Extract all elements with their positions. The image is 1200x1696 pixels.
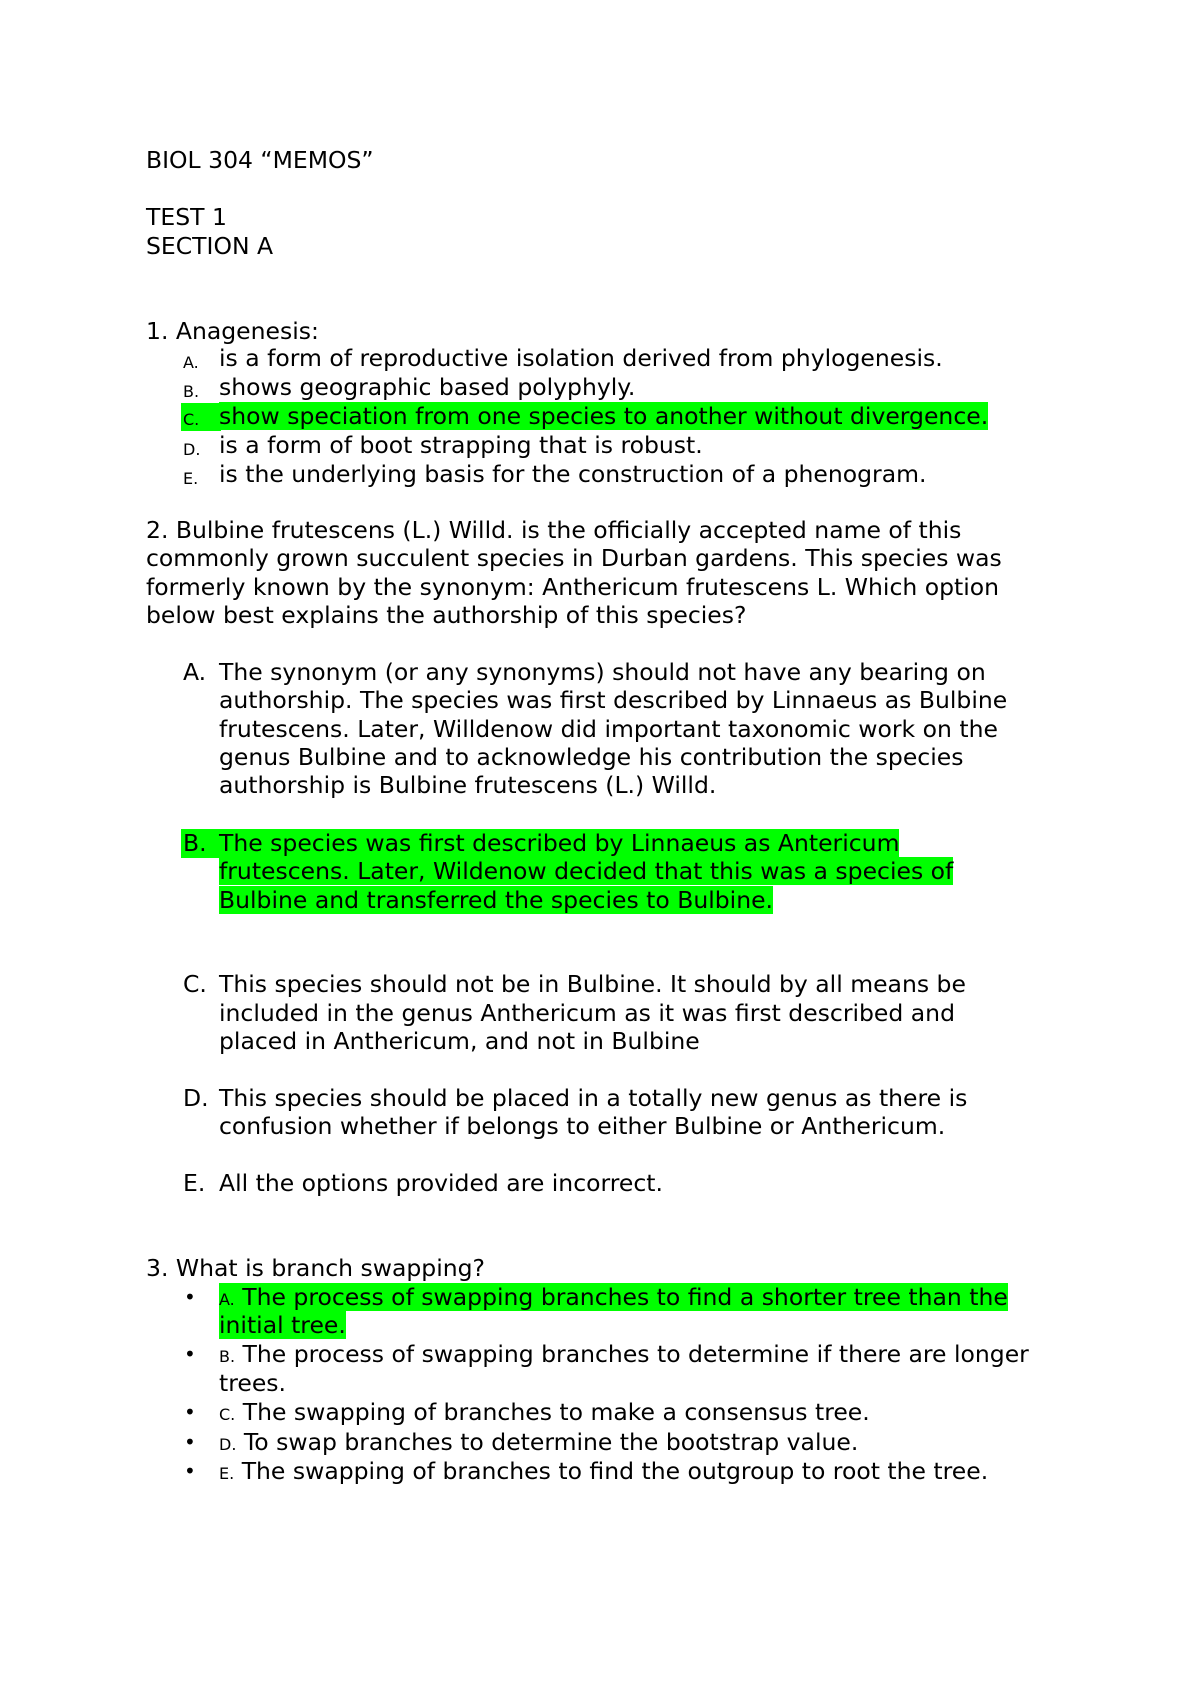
q3-option-a-line: The process of swapping branches to find a shorter tree than the	[242, 1283, 1008, 1311]
q1-option-e-text: is the underlying basis for the construction of a phenogram.	[219, 460, 927, 488]
bullet-icon: •	[184, 1400, 196, 1424]
q2-option-c-line: included in the genus Anthericum as it was first described and	[219, 999, 955, 1027]
q2-option-d-letter: D.	[183, 1084, 209, 1112]
q3-option-b-line: The process of swapping branches to determine if there are longer	[242, 1340, 1029, 1368]
q2-option-a-line: authorship. The species was first described by Linnaeus as Bulbine	[219, 686, 1008, 714]
q2-option-a-line: authorship is Bulbine frutescens (L.) Willd.	[219, 771, 717, 799]
q2-option-b-line: Bulbine and transferred the species to Bulbine.	[219, 886, 774, 914]
q1-option-d-letter: D.	[183, 440, 201, 459]
q3-option-d-line: To swap branches to determine the bootstrap value.	[243, 1428, 859, 1456]
q1-option-a-text: is a form of reproductive isolation derived from phylogenesis.	[219, 344, 943, 372]
q2-option-b-letter: B.	[181, 829, 221, 858]
document-title: BIOL 304 “MEMOS”	[146, 146, 374, 174]
q1-option-c-letter: C.	[181, 403, 221, 431]
q1-option-c-text: show speciation from one species to another without divergence.	[219, 402, 989, 430]
test-label: TEST 1	[146, 203, 227, 231]
q2-option-a-line: genus Bulbine and to acknowledge his contribution the species	[219, 743, 964, 771]
q2-option-d-line: This species should be placed in a totally new genus as there is	[219, 1084, 968, 1112]
q1-option-d-text: is a form of boot strapping that is robust.	[219, 431, 703, 459]
question-2-stem-line: 2. Bulbine frutescens (L.) Willd. is the officially accepted name of this	[146, 516, 962, 544]
q3-option-d-letter: D.	[219, 1435, 237, 1454]
bullet-icon: •	[184, 1459, 196, 1483]
q3-option-a-letter: A.	[219, 1290, 235, 1309]
q2-option-c-line: This species should not be in Bulbine. It should by all means be	[219, 970, 966, 998]
bullet-icon: •	[184, 1285, 196, 1309]
q2-option-a-line: frutescens. Later, Willdenow did important taxonomic work on the	[219, 715, 998, 743]
q3-option-c-line: The swapping of branches to make a consensus tree.	[242, 1398, 870, 1426]
bullet-icon: •	[184, 1430, 196, 1454]
q3-option-b-letter: B.	[219, 1347, 236, 1366]
q1-option-e-letter: E.	[183, 469, 199, 488]
q2-option-c-line: placed in Anthericum, and not in Bulbine	[219, 1027, 700, 1055]
q3-option-b-line: trees.	[219, 1369, 286, 1397]
q2-option-b-line: The species was first described by Linnaeus as Antericum	[219, 829, 900, 857]
q2-option-e-letter: E.	[183, 1169, 206, 1197]
q1-option-b-text: shows geographic based polyphyly.	[219, 373, 636, 401]
q2-option-b-line: frutescens. Later, Wildenow decided that this was a species of	[219, 857, 954, 885]
question-1-stem: 1. Anagenesis:	[146, 317, 319, 345]
q2-option-d-line: confusion whether if belongs to either Bulbine or Anthericum.	[219, 1112, 946, 1140]
q2-option-a-line: The synonym (or any synonyms) should not have any bearing on	[219, 658, 986, 686]
q1-option-b-letter: B.	[183, 382, 200, 401]
question-3-stem: 3. What is branch swapping?	[146, 1254, 486, 1282]
q1-option-a-letter: A.	[183, 353, 199, 372]
q3-option-e-line: The swapping of branches to find the outgroup to root the tree.	[241, 1457, 989, 1485]
bullet-icon: •	[184, 1342, 196, 1366]
section-label: SECTION A	[146, 232, 274, 260]
question-2-stem-line: formerly known by the synonym: Anthericum frutescens L. Which option	[146, 573, 1000, 601]
q3-option-c-letter: C.	[219, 1405, 236, 1424]
question-2-stem-line: commonly grown succulent species in Durban gardens. This species was	[146, 544, 1002, 572]
q3-option-a-line: initial tree.	[219, 1311, 346, 1339]
q2-option-e-line: All the options provided are incorrect.	[219, 1169, 663, 1197]
q2-option-a-letter: A.	[183, 658, 207, 686]
question-2-stem-line: below best explains the authorship of this species?	[146, 601, 747, 629]
q3-option-e-letter: E.	[219, 1464, 235, 1483]
q2-option-c-letter: C.	[183, 970, 207, 998]
